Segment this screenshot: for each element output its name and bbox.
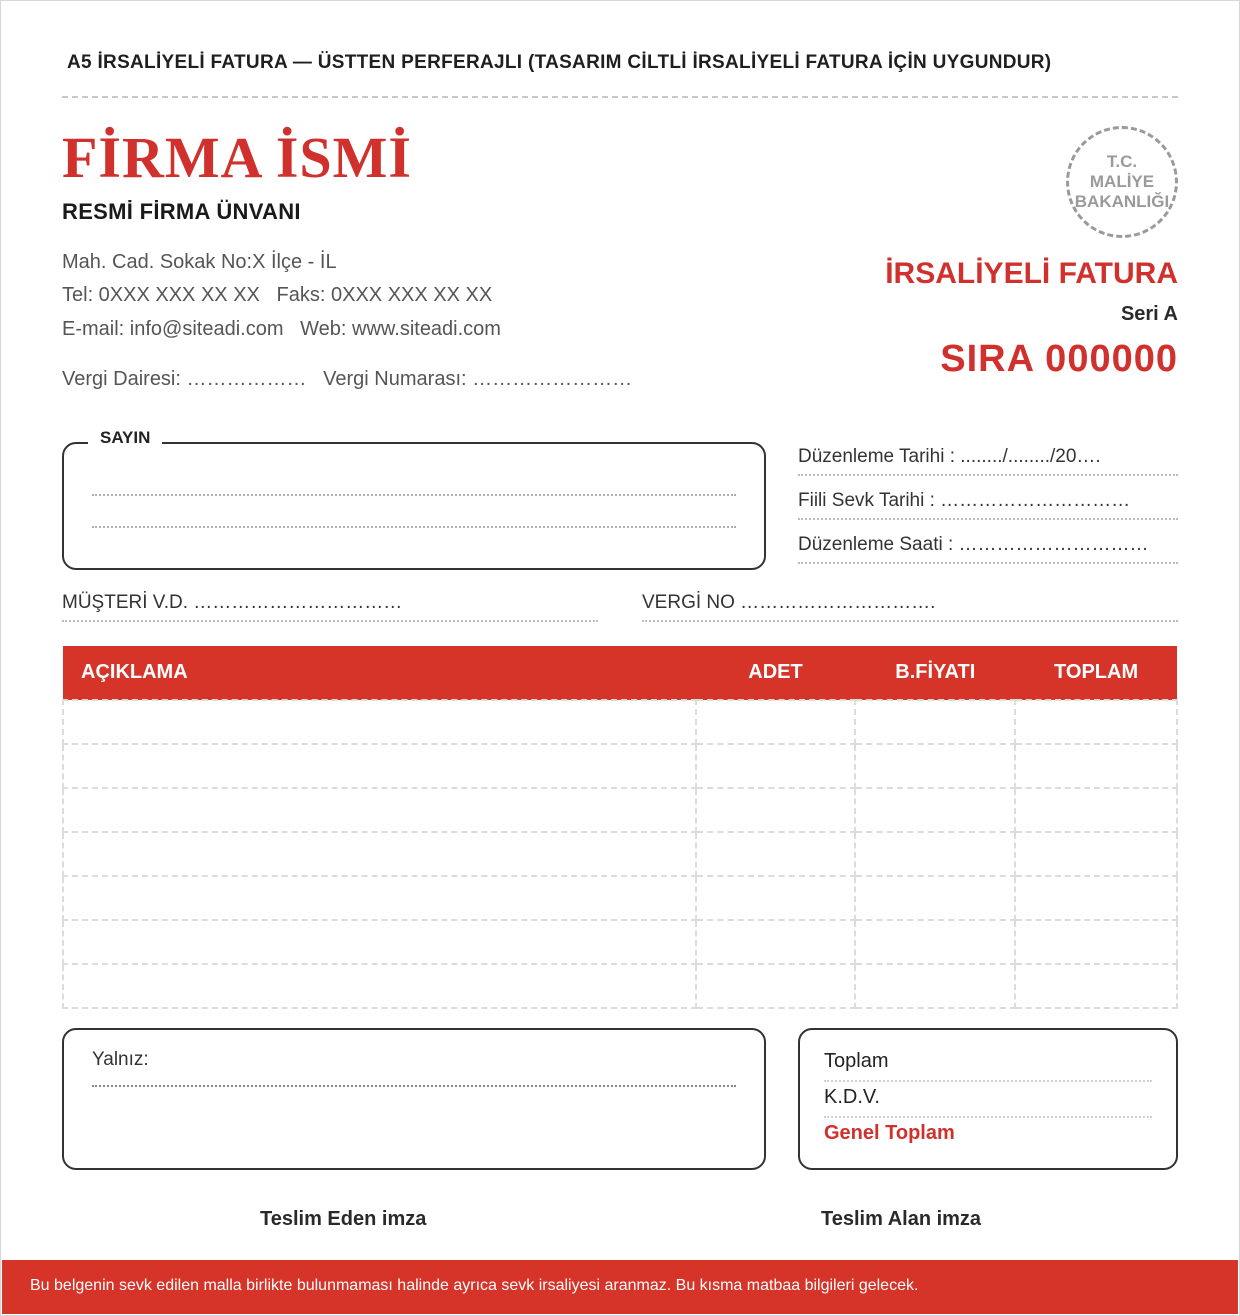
shipment-date-field[interactable]: Fiili Sevk Tarihi : ………………………… [798, 490, 1178, 520]
document-number: SIRA 000000 [940, 338, 1178, 380]
table-cell[interactable] [855, 964, 1015, 1008]
amount-in-words-label: Yalnız: [92, 1049, 149, 1070]
table-cell[interactable] [1015, 920, 1177, 964]
customer-box[interactable] [62, 442, 766, 570]
table-cell[interactable] [696, 876, 856, 920]
company-name: FİRMA İSMİ [62, 125, 412, 190]
table-cell[interactable] [1015, 876, 1177, 920]
document-type: İRSALİYELİ FATURA [885, 257, 1178, 290]
items-table-header [63, 646, 1177, 700]
table-cell[interactable] [855, 788, 1015, 832]
document-series: Seri A [1120, 303, 1178, 325]
form-type-title: A5 İRSALİYELİ FATURA — ÜSTTEN PERFERAJLI (TASARIM CİLTLİ İRSALİYELİ FATURA İÇİN UYGUNDUR) [67, 52, 1052, 73]
table-cell[interactable] [855, 920, 1015, 964]
table-cell[interactable] [696, 964, 856, 1008]
customer-line-1[interactable] [92, 494, 736, 496]
table-cell[interactable] [63, 876, 696, 920]
table-row [63, 788, 1177, 832]
table-row [63, 700, 1177, 744]
table-cell[interactable] [855, 876, 1015, 920]
table-row [63, 876, 1177, 920]
customer-line-2[interactable] [92, 526, 736, 528]
vat-field[interactable]: K.D.V. [824, 1086, 1152, 1118]
column-header-description: AÇIKLAMA [63, 646, 696, 700]
table-cell[interactable] [63, 832, 696, 876]
items-table [62, 646, 1178, 1009]
table-cell[interactable] [696, 788, 856, 832]
stamp-line-1: T.C. [1106, 152, 1138, 171]
company-phone-fax: Tel: 0XXX XXX XX XX Faks: 0XXX XXX XX XX [62, 284, 493, 306]
perforation-line [62, 96, 1178, 98]
column-header-unit-price: B.FİYATI [855, 646, 1015, 700]
footer-note: Bu belgenin sevk edilen malla birlikte bulunmaması halinde ayrıca sevk irsaliyesi aranmaz. Bu kısma matbaa bilgileri gelecek. [2, 1260, 1238, 1314]
table-cell[interactable] [63, 920, 696, 964]
receiver-signature: Teslim Alan imza [821, 1208, 982, 1230]
table-cell[interactable] [1015, 964, 1177, 1008]
table-cell[interactable] [63, 788, 696, 832]
table-cell[interactable] [63, 964, 696, 1008]
company-tax-info: Vergi Dairesi: ……………… Vergi Numarası: …………………… [62, 368, 633, 390]
stamp-line-3: BAKANLIĞI [1074, 192, 1170, 211]
issue-date-field[interactable]: Düzenleme Tarihi : ......../......../20…. [798, 446, 1178, 476]
table-cell[interactable] [1015, 744, 1177, 788]
table-row [63, 920, 1177, 964]
deliverer-signature: Teslim Eden imza [260, 1208, 427, 1230]
table-cell[interactable] [63, 700, 696, 744]
table-cell[interactable] [1015, 832, 1177, 876]
table-row [63, 832, 1177, 876]
table-cell[interactable] [696, 920, 856, 964]
table-cell[interactable] [696, 700, 856, 744]
issue-time-field[interactable]: Düzenleme Saati : ………………………… [798, 534, 1178, 564]
customer-tax-office-field[interactable]: MÜŞTERİ V.D. …………………………… [62, 592, 598, 622]
table-cell[interactable] [855, 744, 1015, 788]
customer-label: SAYIN [88, 428, 162, 448]
amount-in-words-box[interactable] [62, 1028, 766, 1170]
table-cell[interactable] [696, 744, 856, 788]
table-row [63, 744, 1177, 788]
amount-in-words-line[interactable] [92, 1085, 736, 1087]
company-email-web: E-mail: info@siteadi.com Web: www.siteadi.com [62, 318, 501, 340]
table-cell[interactable] [63, 744, 696, 788]
column-header-quantity: ADET [696, 646, 856, 700]
table-row [63, 964, 1177, 1008]
customer-tax-number-field[interactable]: VERGİ NO …………………………. [642, 592, 1178, 622]
subtotal-field[interactable]: Toplam [824, 1050, 1152, 1082]
grand-total-field[interactable]: Genel Toplam [824, 1122, 955, 1144]
company-official-title: RESMİ FİRMA ÜNVANI [62, 199, 301, 224]
table-cell[interactable] [696, 832, 856, 876]
stamp-line-2: MALİYE [1089, 172, 1155, 191]
table-cell[interactable] [855, 832, 1015, 876]
table-cell[interactable] [1015, 788, 1177, 832]
column-header-total: TOPLAM [1015, 646, 1177, 700]
table-cell[interactable] [855, 700, 1015, 744]
table-cell[interactable] [1015, 700, 1177, 744]
company-address: Mah. Cad. Sokak No:X İlçe - İL [62, 251, 337, 273]
ministry-stamp [1066, 126, 1178, 238]
